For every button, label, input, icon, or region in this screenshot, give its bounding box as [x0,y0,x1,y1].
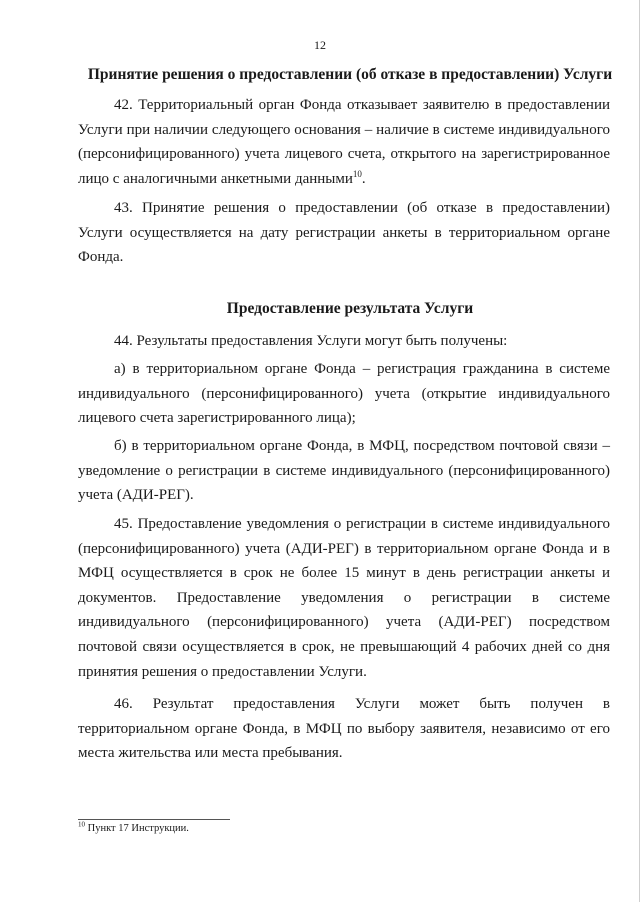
paragraph-46: 46. Результат предоставления Услуги может быть получен в территориальном органе Фонда, в МФЦ по выбору заявителя, независимо от его места жительства или места пребывания. [78,696,610,762]
footnote-text: Пункт 17 Инструкции. [85,823,189,834]
paragraph-42 [78,93,610,191]
footnote-number: 10 [78,820,85,829]
section-heading-result: Предоставление результата Услуги [226,300,474,317]
footnote-reference: 10 [352,168,362,179]
paragraph-42-text: 42. Территориальный орган Фонда отказывает заявителю в предоставлении Услуги при наличии следующего основания – наличие в системе индивидуального (персонифицированного) учета лицевого счета, открытого на зарегистрированное лицо с аналогичными анкетными данными [78,97,610,187]
footnote-divider [78,819,230,820]
paragraph-45: 45. Предоставление уведомления о регистрации в системе индивидуального (персонифицированного) учета (АДИ-РЕГ) в территориальном органе Фонда и в МФЦ осуществляется в срок не более 15 минут в день регистрации анкеты и документов. Предоставление уведомления о регистрации в системе индивидуального (персонифицированного) учета (АДИ-РЕГ) посредством почтовой связи осуществляется в срок, не превышающий 4 рабочих дней со дня принятия решения о предоставлении Услуги. [78,516,610,680]
paragraph-42-end: . [361,170,366,187]
paragraph-44: 44. Результаты предоставления Услуги могут быть получены: [114,333,508,349]
paragraph-43: 43. Принятие решения о предоставлении (об отказе в предоставлении) Услуги осуществляется на дату регистрации анкеты в территориальном органе Фонда. [78,200,610,266]
paragraph-44-a: а) в территориальном органе Фонда – регистрация гражданина в системе индивидуального (персонифицированного) учета (открытие индивидуального лицевого счета зарегистрированного лица); [78,361,610,427]
footnote [78,820,189,834]
section-heading-decision: Принятие решения о предоставлении (об отказе в предоставлении) Услуги [87,66,613,83]
page-number: 12 [314,38,326,52]
paragraph-44-b: б) в территориальном органе Фонда, в МФЦ, посредством почтовой связи – уведомление о регистрации в системе индивидуального (персонифицированного) учета (АДИ-РЕГ). [78,438,610,504]
